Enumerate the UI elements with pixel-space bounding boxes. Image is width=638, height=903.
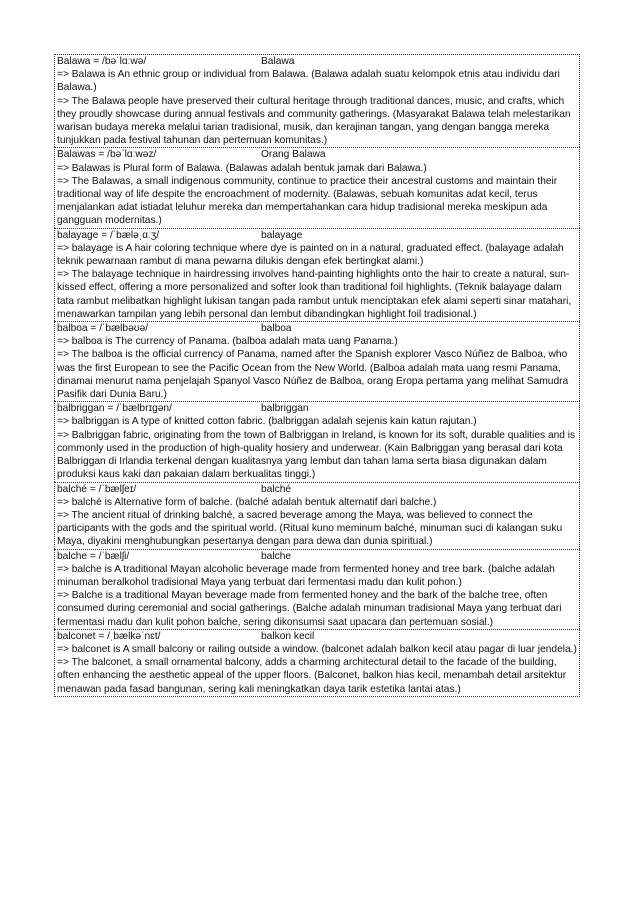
entry-example: => Balche is a traditional Mayan beverage made from fermented honey and the bark of the balche tree, often consumed during ceremonial and social gatherings. (Balche adalah minuman tradisional Maya yang terbuat dari fermentasi madu dan kulit pohon balche, sering dikonsumsi saat upacara dan pertemuan sosial.) xyxy=(57,590,562,628)
entry-definition: => Balawa is An ethnic group or individual from Balawa. (Balawa adalah suatu kelompok etnis atau individu dari Balawa.) xyxy=(57,69,560,94)
entry-definition: => Balawas is Plural form of Balawa. (Balawas adalah bentuk jamak dari Balawa.) xyxy=(57,162,427,174)
entry-example: => The balconet, a small ornamental balcony, adds a charming architectural detail to the facade of the building, often enhancing the aesthetic appeal of the upper floors. (Balconet, balkon hias kecil, menambah detail arsitektur menawan pada fasad bangunan, sering kali meningkatkan daya tarik estetika lantai atas.) xyxy=(57,657,567,695)
entry-definition: => balconet is A small balcony or railing outside a window. (balconet adalah balkon kecil atau pagar di luar jendela.) xyxy=(57,643,577,655)
entry-translation: balboa xyxy=(261,323,292,335)
entry-translation: balayage xyxy=(261,229,303,241)
entry-translation: balkon kecil xyxy=(261,630,315,642)
entry-headword: balche = /ˈbælʃi/ xyxy=(57,550,130,562)
entry-definition: => balche is A traditional Mayan alcoholic beverage made from fermented honey and tree bark. (balche adalah minuman beralkohol tradisional Maya yang terbuat dari fermentasi madu dan kulit pohon.) xyxy=(57,563,555,588)
entry-headword: Balawa = /bəˈlɑːwə/ xyxy=(57,56,147,67)
entry-translation: Orang Balawa xyxy=(261,149,326,161)
entry-headword: balché = /ˈbælʃeɪ/ xyxy=(57,483,137,495)
entry-example: => The balayage technique in hairdressing involves hand-painting highlights onto the hair to create a natural, sun-kissed effect, offering a more personalized and softer look than traditional foil highlights. (Teknik balayage dalam tata rambut melibatkan highlight lukisan tangan pada rambut untuk menciptakan efek alami seperti sinar matahari, menawarkan tampilan yang lebih personal dan lembut dibandingkan highlight foil tradisional.) xyxy=(57,269,572,320)
entry-headline xyxy=(57,55,577,68)
entry-example: => The balboa is the official currency of Panama, named after the Spanish explorer Vasco Núñez de Balboa, who was the first European to see the Pacific Ocean from the New World. (Balboa adalah mata uang resmi Panama, dinamai menurut nama penjelajah Spanyol Vasco Núñez de Balboa, orang Eropa pertama yang melihat Samudra Pasifik dari Dunia Baru.) xyxy=(57,349,569,401)
entry-definition: => balbriggan is A type of knitted cotton fabric. (balbriggan adalah sejenis kain katun rajutan.) xyxy=(57,416,477,428)
entry-translation: balche xyxy=(261,550,292,562)
entry-example: => The Balawa people have preserved their cultural heritage through traditional dances, music, and crafts, which they proudly showcase during annual festivals and community gatherings. (Masyarakat Balawa telah melestarikan warisan budaya mereka melalui tarian tradisional, musik, dan kerajinan tangan, yang dengan bangga mereka tunjukkan pada festival tahunan dan pertemuan komunitas.) xyxy=(57,95,571,147)
entry-headword: balayage = /ˈbæləˌɑːʒ/ xyxy=(57,229,160,241)
dictionary-entry xyxy=(54,147,580,227)
dictionary-entry xyxy=(54,549,580,629)
entry-example: => Balbriggan fabric, originating from the town of Balbriggan in Ireland, is known for its soft, durable qualities and is commonly used in the production of high-quality hosiery and underwear. (Kain Balbriggan yang berasal dari kota Balbriggan di Irlandia terkenal dengan kualitasnya yang lembut dan tahan lama serta biasa digunakan dalam produksi kaus kaki dan pakaian dalam berkualitas tinggi.) xyxy=(57,429,576,481)
entry-headline xyxy=(57,148,577,161)
dictionary-page xyxy=(54,54,580,697)
dictionary-entry xyxy=(54,401,580,481)
entry-example: => The Balawas, a small indigenous community, continue to practice their ancestral customs and maintain their traditional way of life despite the encroachment of modernity. (Balawas, sebuah komunitas adat kecil, terus menjalankan adat istiadat leluhur mereka dan mempertahankan cara hidup tradisional mereka meskipun ada gangguan modernitas.) xyxy=(57,175,558,227)
entry-headline xyxy=(57,483,577,496)
entry-translation: balbriggan xyxy=(261,403,309,415)
dictionary-entry xyxy=(54,629,580,697)
dictionary-entry xyxy=(54,54,580,147)
entry-headline xyxy=(57,229,577,242)
dictionary-entry xyxy=(54,228,580,321)
entry-headword: Balawas = /bəˈlɑːwəz/ xyxy=(57,149,157,161)
entry-translation: balché xyxy=(261,483,292,495)
entry-headline xyxy=(57,402,577,415)
entry-translation: Balawa xyxy=(261,56,295,67)
entry-headline xyxy=(57,630,577,643)
entry-example: => The ancient ritual of drinking balché, a sacred beverage among the Maya, was believed to connect the participants with the gods and the spiritual world. (Ritual kuno meminum balché, minuman suci di kalangan suku Maya, diyakini menghubungkan pesertanya dengan para dewa dan dunia spiritual.) xyxy=(57,509,563,548)
dictionary-entry xyxy=(54,482,580,549)
entry-headline xyxy=(57,322,577,335)
entry-headword: balbriggan = /ˈbælbrɪɡən/ xyxy=(57,403,172,415)
entry-definition: => balboa is The currency of Panama. (balboa adalah mata uang Panama.) xyxy=(57,336,398,348)
entry-headword: balboa = /ˈbælbəʊə/ xyxy=(57,323,149,335)
dictionary-entry xyxy=(54,321,580,401)
entry-headline xyxy=(57,550,577,563)
entry-definition: => balayage is A hair coloring technique where dye is painted on in a natural, graduated effect. (balayage adalah teknik pewarnaan rambut di mana pewarna dilukis dengan efek bertingkat alami.) xyxy=(57,242,564,268)
entry-definition: => balché is Alternative form of balche. (balché adalah bentuk alternatif dari balche.) xyxy=(57,496,437,508)
entry-headword: balconet = /ˌbælkəˈnɛt/ xyxy=(57,630,161,642)
